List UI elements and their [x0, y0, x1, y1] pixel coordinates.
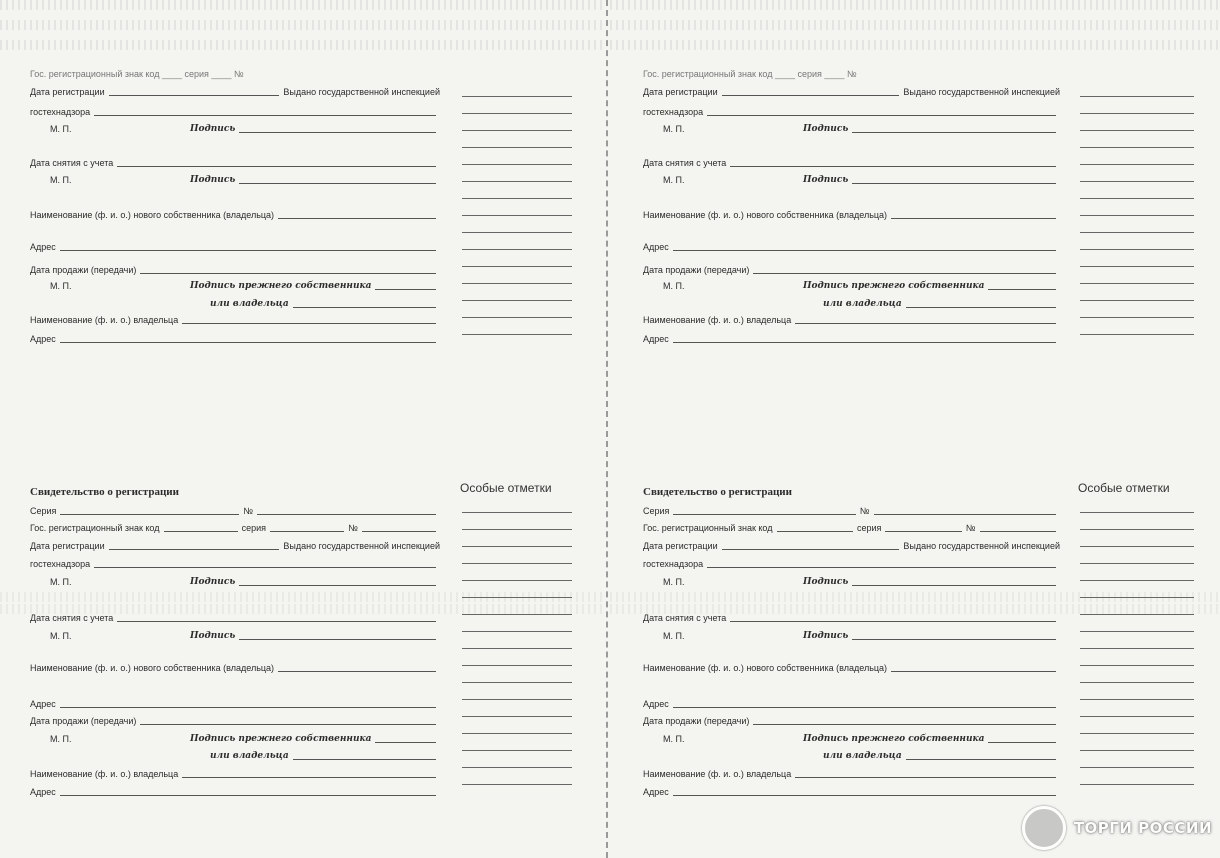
blank-line — [753, 723, 1056, 725]
field-label: Дата продажи (передачи) — [643, 265, 750, 275]
faded-header-row: Гос. регистрационный знак код ____ серия ____ № — [643, 69, 857, 79]
form-row — [30, 713, 440, 727]
form-row — [30, 748, 440, 762]
field-label: Дата снятия с учета — [30, 613, 114, 623]
signature-label: Подпись — [190, 124, 236, 134]
form-row — [643, 84, 1060, 98]
blank-line — [140, 272, 436, 274]
field-label: М. П. — [663, 281, 685, 291]
notes-line — [1080, 546, 1194, 547]
field-label: Наименование (ф. и. о.) нового собственника (владельца) — [643, 663, 888, 673]
notes-line — [1080, 317, 1194, 318]
blank-line — [722, 548, 900, 550]
notes-line — [1080, 249, 1194, 250]
blank-line — [673, 706, 1056, 708]
field-label: Выдано государственной инспекцией — [283, 541, 440, 551]
field-label: Гос. регистрационный знак код — [30, 523, 160, 533]
blank-line — [117, 620, 436, 622]
blank-line — [239, 638, 436, 640]
field-label: Адрес — [30, 242, 56, 252]
signature-label: Подпись — [803, 175, 849, 185]
scan-noise — [0, 40, 605, 50]
blank-line — [852, 584, 1056, 586]
blank-line — [906, 306, 1056, 308]
field-label: гостехнадзора — [30, 559, 91, 569]
notes-line — [1080, 716, 1194, 717]
form-row — [643, 696, 1060, 710]
notes-line — [462, 665, 572, 666]
field-label: Наименование (ф. и. о.) нового собственника (владельца) — [30, 210, 275, 220]
notes-line — [1080, 682, 1194, 683]
form-row — [30, 278, 440, 292]
field-label: Дата регистрации — [30, 87, 105, 97]
form-row — [643, 104, 1060, 118]
form-row — [643, 610, 1060, 624]
blank-line — [988, 741, 1056, 743]
field-label: М. П. — [663, 577, 685, 587]
scan-noise — [0, 0, 605, 10]
blank-line — [239, 182, 436, 184]
field-label: Дата продажи (передачи) — [30, 716, 137, 726]
form-row — [643, 121, 1060, 135]
notes-line — [462, 283, 572, 284]
notes-line — [1080, 750, 1194, 751]
blank-line — [673, 513, 855, 515]
notes-line — [462, 767, 572, 768]
notes-line — [462, 614, 572, 615]
notes-line — [1080, 563, 1194, 564]
form-row — [30, 239, 440, 253]
certificate-title: Свидетельство о регистрации — [30, 486, 179, 498]
notes-line — [1080, 334, 1194, 335]
blank-line — [885, 530, 961, 532]
blank-line — [730, 620, 1056, 622]
notes-line — [1080, 648, 1194, 649]
form-row — [643, 556, 1060, 570]
notes-line — [462, 147, 572, 148]
notes-line — [462, 266, 572, 267]
blank-line — [239, 131, 436, 133]
right-page — [610, 0, 1220, 858]
blank-line — [60, 341, 436, 343]
form-row — [30, 538, 440, 552]
notes-line — [462, 512, 572, 513]
notes-line — [462, 716, 572, 717]
notes-line — [1080, 300, 1194, 301]
form-row — [643, 155, 1060, 169]
notes-line — [462, 232, 572, 233]
field-label: Наименование (ф. и. о.) владельца — [30, 315, 179, 325]
notes-line — [462, 130, 572, 131]
notes-line — [462, 317, 572, 318]
form-row — [30, 574, 440, 588]
blank-line — [852, 182, 1056, 184]
notes-line — [462, 580, 572, 581]
blank-line — [375, 288, 436, 290]
signature-label: Подпись прежнего собственника — [803, 281, 985, 291]
notes-line — [462, 733, 572, 734]
blank-line — [852, 638, 1056, 640]
field-label: М. П. — [50, 281, 72, 291]
blank-line — [980, 530, 1056, 532]
field-label: серия — [856, 523, 882, 533]
blank-line — [182, 322, 436, 324]
notes-line — [1080, 665, 1194, 666]
blank-line — [852, 131, 1056, 133]
field-label: М. П. — [50, 631, 72, 641]
form-row — [30, 628, 440, 642]
notes-line — [1080, 113, 1194, 114]
notes-line — [1080, 699, 1194, 700]
blank-line — [673, 249, 1056, 251]
blank-line — [239, 584, 436, 586]
signature-label: Подпись — [803, 577, 849, 587]
signature-label: или владельца — [823, 299, 902, 309]
form-row — [30, 331, 440, 345]
form-row — [643, 628, 1060, 642]
form-row — [643, 520, 1060, 534]
field-label: Адрес — [643, 242, 669, 252]
field-label: Адрес — [30, 334, 56, 344]
form-row — [30, 520, 440, 534]
signature-label: или владельца — [210, 299, 289, 309]
form-row — [30, 84, 440, 98]
field-label: Адрес — [643, 787, 669, 797]
blank-line — [270, 530, 344, 532]
notes-line — [462, 546, 572, 547]
form-row — [30, 312, 440, 326]
form-row — [30, 104, 440, 118]
field-label: серия — [241, 523, 267, 533]
field-label: № — [243, 506, 254, 516]
blank-line — [109, 548, 280, 550]
notes-line — [1080, 232, 1194, 233]
notes-line — [1080, 283, 1194, 284]
field-label: Адрес — [30, 699, 56, 709]
form-row — [643, 278, 1060, 292]
left-page — [0, 0, 605, 858]
blank-line — [182, 776, 436, 778]
form-row — [643, 207, 1060, 221]
blank-line — [94, 566, 436, 568]
form-row — [643, 748, 1060, 762]
blank-line — [891, 670, 1056, 672]
notes-line — [462, 529, 572, 530]
notes-line — [1080, 215, 1194, 216]
blank-line — [753, 272, 1056, 274]
field-label: Адрес — [30, 787, 56, 797]
form-row — [30, 610, 440, 624]
field-label: Адрес — [643, 334, 669, 344]
form-row — [30, 207, 440, 221]
field-label: Адрес — [643, 699, 669, 709]
blank-line — [722, 94, 900, 96]
form-row — [30, 503, 440, 517]
field-label: Наименование (ф. и. о.) владельца — [30, 769, 179, 779]
blank-line — [777, 530, 853, 532]
blank-line — [891, 217, 1056, 219]
field-label: гостехнадзора — [643, 559, 704, 569]
notes-line — [462, 750, 572, 751]
notes-line — [462, 300, 572, 301]
blank-line — [117, 165, 436, 167]
field-label: № — [348, 523, 358, 533]
blank-line — [140, 723, 436, 725]
form-row — [30, 121, 440, 135]
blank-line — [707, 114, 1056, 116]
form-row — [643, 766, 1060, 780]
form-row — [643, 503, 1060, 517]
field-label: Дата снятия с учета — [643, 613, 727, 623]
field-label: Наименование (ф. и. о.) нового собственника (владельца) — [30, 663, 275, 673]
signature-label: Подпись прежнего собственника — [190, 734, 372, 744]
field-label: гостехнадзора — [643, 107, 704, 117]
field-label: М. П. — [663, 175, 685, 185]
form-row — [30, 155, 440, 169]
signature-label: Подпись — [190, 631, 236, 641]
notes-line — [462, 249, 572, 250]
blank-line — [293, 758, 436, 760]
blank-line — [673, 341, 1056, 343]
blank-line — [874, 513, 1056, 515]
blank-line — [60, 513, 239, 515]
form-row — [30, 296, 440, 310]
form-row — [643, 731, 1060, 745]
signature-label: или владельца — [823, 751, 902, 761]
certificate-title: Свидетельство о регистрации — [643, 486, 792, 498]
field-label: М. П. — [663, 124, 685, 134]
blank-line — [293, 306, 436, 308]
form-row — [643, 296, 1060, 310]
signature-label: Подпись прежнего собственника — [190, 281, 372, 291]
notes-line — [462, 784, 572, 785]
field-label: М. П. — [663, 734, 685, 744]
scan-noise — [0, 20, 605, 30]
notes-line — [1080, 614, 1194, 615]
notes-line — [462, 563, 572, 564]
field-label: Дата продажи (передачи) — [30, 265, 137, 275]
field-label: № — [859, 506, 870, 516]
field-label: Наименование (ф. и. о.) нового собственника (владельца) — [643, 210, 888, 220]
field-label: М. П. — [50, 175, 72, 185]
field-label: Наименование (ф. и. о.) владельца — [643, 315, 792, 325]
form-row — [643, 713, 1060, 727]
field-label: Гос. регистрационный знак код — [643, 523, 773, 533]
form-row — [30, 696, 440, 710]
form-row — [643, 172, 1060, 186]
notes-line — [1080, 767, 1194, 768]
blank-line — [707, 566, 1056, 568]
blank-line — [278, 217, 436, 219]
blank-line — [109, 94, 280, 96]
signature-label: или владельца — [210, 751, 289, 761]
notes-line — [1080, 512, 1194, 513]
notes-line — [1080, 96, 1194, 97]
field-label: М. П. — [50, 124, 72, 134]
field-label: Выдано государственной инспекцией — [283, 87, 440, 97]
notes-line — [462, 215, 572, 216]
notes-line — [462, 682, 572, 683]
notes-line — [1080, 597, 1194, 598]
notes-line — [462, 597, 572, 598]
blank-line — [60, 794, 436, 796]
form-row — [643, 312, 1060, 326]
special-notes-heading: Особые отметки — [460, 481, 552, 495]
form-row — [30, 556, 440, 570]
signature-label: Подпись — [190, 577, 236, 587]
field-label: Наименование (ф. и. о.) владельца — [643, 769, 792, 779]
form-row — [643, 262, 1060, 276]
notes-line — [1080, 198, 1194, 199]
field-label: гостехнадзора — [30, 107, 91, 117]
notes-line — [462, 648, 572, 649]
form-row — [643, 660, 1060, 674]
blank-line — [362, 530, 436, 532]
blank-line — [94, 114, 436, 116]
notes-line — [1080, 784, 1194, 785]
notes-line — [1080, 266, 1194, 267]
notes-line — [462, 96, 572, 97]
notes-line — [1080, 130, 1194, 131]
blank-line — [60, 249, 436, 251]
notes-line — [1080, 529, 1194, 530]
form-row — [643, 574, 1060, 588]
form-row — [30, 784, 440, 798]
blank-line — [278, 670, 436, 672]
form-row — [643, 331, 1060, 345]
page-fold-line — [606, 0, 608, 858]
field-label: М. П. — [50, 577, 72, 587]
signature-label: Подпись — [190, 175, 236, 185]
scan-noise — [610, 20, 1220, 30]
form-row — [643, 784, 1060, 798]
field-label: Дата регистрации — [643, 541, 718, 551]
field-label: Серия — [30, 506, 57, 516]
field-label: Дата снятия с учета — [30, 158, 114, 168]
form-row — [30, 660, 440, 674]
notes-line — [1080, 733, 1194, 734]
special-notes-heading: Особые отметки — [1078, 481, 1170, 495]
blank-line — [673, 794, 1056, 796]
notes-line — [462, 113, 572, 114]
field-label: Дата продажи (передачи) — [643, 716, 750, 726]
field-label: Дата регистрации — [30, 541, 105, 551]
field-label: Серия — [643, 506, 670, 516]
blank-line — [795, 322, 1056, 324]
field-label: № — [965, 523, 976, 533]
notes-line — [462, 181, 572, 182]
field-label: Дата регистрации — [643, 87, 718, 97]
form-row — [643, 538, 1060, 552]
watermark-text: ТОРГИ РОССИИ — [1073, 819, 1212, 837]
blank-line — [730, 165, 1056, 167]
blank-line — [257, 513, 436, 515]
notes-line — [462, 334, 572, 335]
signature-label: Подпись — [803, 124, 849, 134]
blank-line — [795, 776, 1056, 778]
notes-line — [462, 631, 572, 632]
scan-noise — [610, 0, 1220, 10]
notes-line — [1080, 580, 1194, 581]
form-row — [30, 766, 440, 780]
notes-line — [1080, 181, 1194, 182]
blank-line — [906, 758, 1056, 760]
signature-label: Подпись прежнего собственника — [803, 734, 985, 744]
field-label: Выдано государственной инспекцией — [903, 87, 1060, 97]
notes-line — [1080, 147, 1194, 148]
form-row — [30, 731, 440, 745]
form-row — [30, 172, 440, 186]
notes-line — [1080, 164, 1194, 165]
faded-header-row: Гос. регистрационный знак код ____ серия ____ № — [30, 69, 244, 79]
field-label: М. П. — [50, 734, 72, 744]
torgi-rossii-logo-icon — [1022, 806, 1066, 850]
blank-line — [375, 741, 436, 743]
notes-line — [462, 164, 572, 165]
signature-label: Подпись — [803, 631, 849, 641]
field-label: Выдано государственной инспекцией — [903, 541, 1060, 551]
form-row — [30, 262, 440, 276]
notes-line — [462, 198, 572, 199]
field-label: М. П. — [663, 631, 685, 641]
notes-line — [462, 699, 572, 700]
form-row — [643, 239, 1060, 253]
watermark-logo — [1022, 808, 1212, 848]
notes-line — [1080, 631, 1194, 632]
blank-line — [60, 706, 436, 708]
scan-noise — [610, 40, 1220, 50]
blank-line — [988, 288, 1056, 290]
blank-line — [164, 530, 238, 532]
field-label: Дата снятия с учета — [643, 158, 727, 168]
